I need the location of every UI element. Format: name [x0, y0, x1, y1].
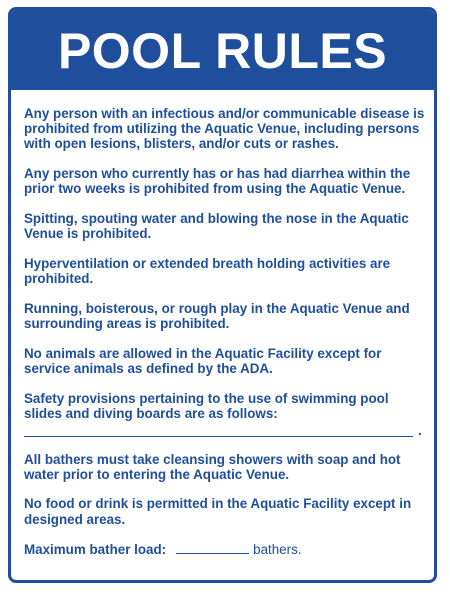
rule-safety-provisions: [24, 391, 426, 437]
rule-spitting: [24, 211, 426, 241]
rule-animals: [24, 346, 426, 376]
rule-text: Safety provisions pertaining to the use of swimming pool slides and diving boards are as follows:: [24, 390, 389, 421]
blank-line-period: .: [418, 422, 422, 438]
bather-load-blank: [176, 541, 249, 554]
sign-title: POOL RULES: [57, 23, 388, 79]
rule-text: All bathers must take cleansing showers with soap and hot water prior to entering the Aquatic Venue.: [24, 451, 401, 482]
rule-text: No animals are allowed in the Aquatic Facility except for service animals as defined by the ADA.: [24, 345, 382, 376]
rule-rough-play: [24, 301, 426, 331]
rule-hyperventilation: [24, 256, 426, 286]
bather-load-suffix: bathers.: [253, 542, 302, 558]
rules-list: [24, 106, 426, 572]
bather-load-row: [24, 541, 426, 557]
rule-text: Hyperventilation or extended breath holding activities are prohibited.: [24, 255, 391, 287]
blank-underline: [24, 428, 413, 437]
rule-text: Any person with an infectious and/or communicable disease is prohibited from utilizing the Aquatic Venue, including persons with open lesions, blisters, and/or cuts or rashes.: [24, 106, 425, 152]
rule-text: Running, boisterous, or rough play in the Aquatic Venue and surrounding areas is prohibited.: [24, 300, 410, 332]
rule-text: Any person who currently has or has had diarrhea within the prior two weeks is prohibited from using the Aquatic Venue.: [24, 166, 411, 197]
rule-diarrhea: [24, 166, 426, 196]
rule-communicable-disease: [24, 106, 426, 152]
pool-rules-sign: [8, 7, 437, 583]
rule-text: Spitting, spouting water and blowing the nose in the Aquatic Venue is prohibited.: [24, 211, 409, 242]
rule-cleansing-showers: [24, 452, 426, 482]
sign-header: [11, 10, 434, 90]
bather-load-label: Maximum bather load:: [24, 542, 167, 558]
fill-in-blank-line: [24, 423, 426, 437]
rule-food-drink: [24, 496, 426, 526]
rule-text: No food or drink is permitted in the Aquatic Facility except in designed areas.: [24, 496, 412, 527]
